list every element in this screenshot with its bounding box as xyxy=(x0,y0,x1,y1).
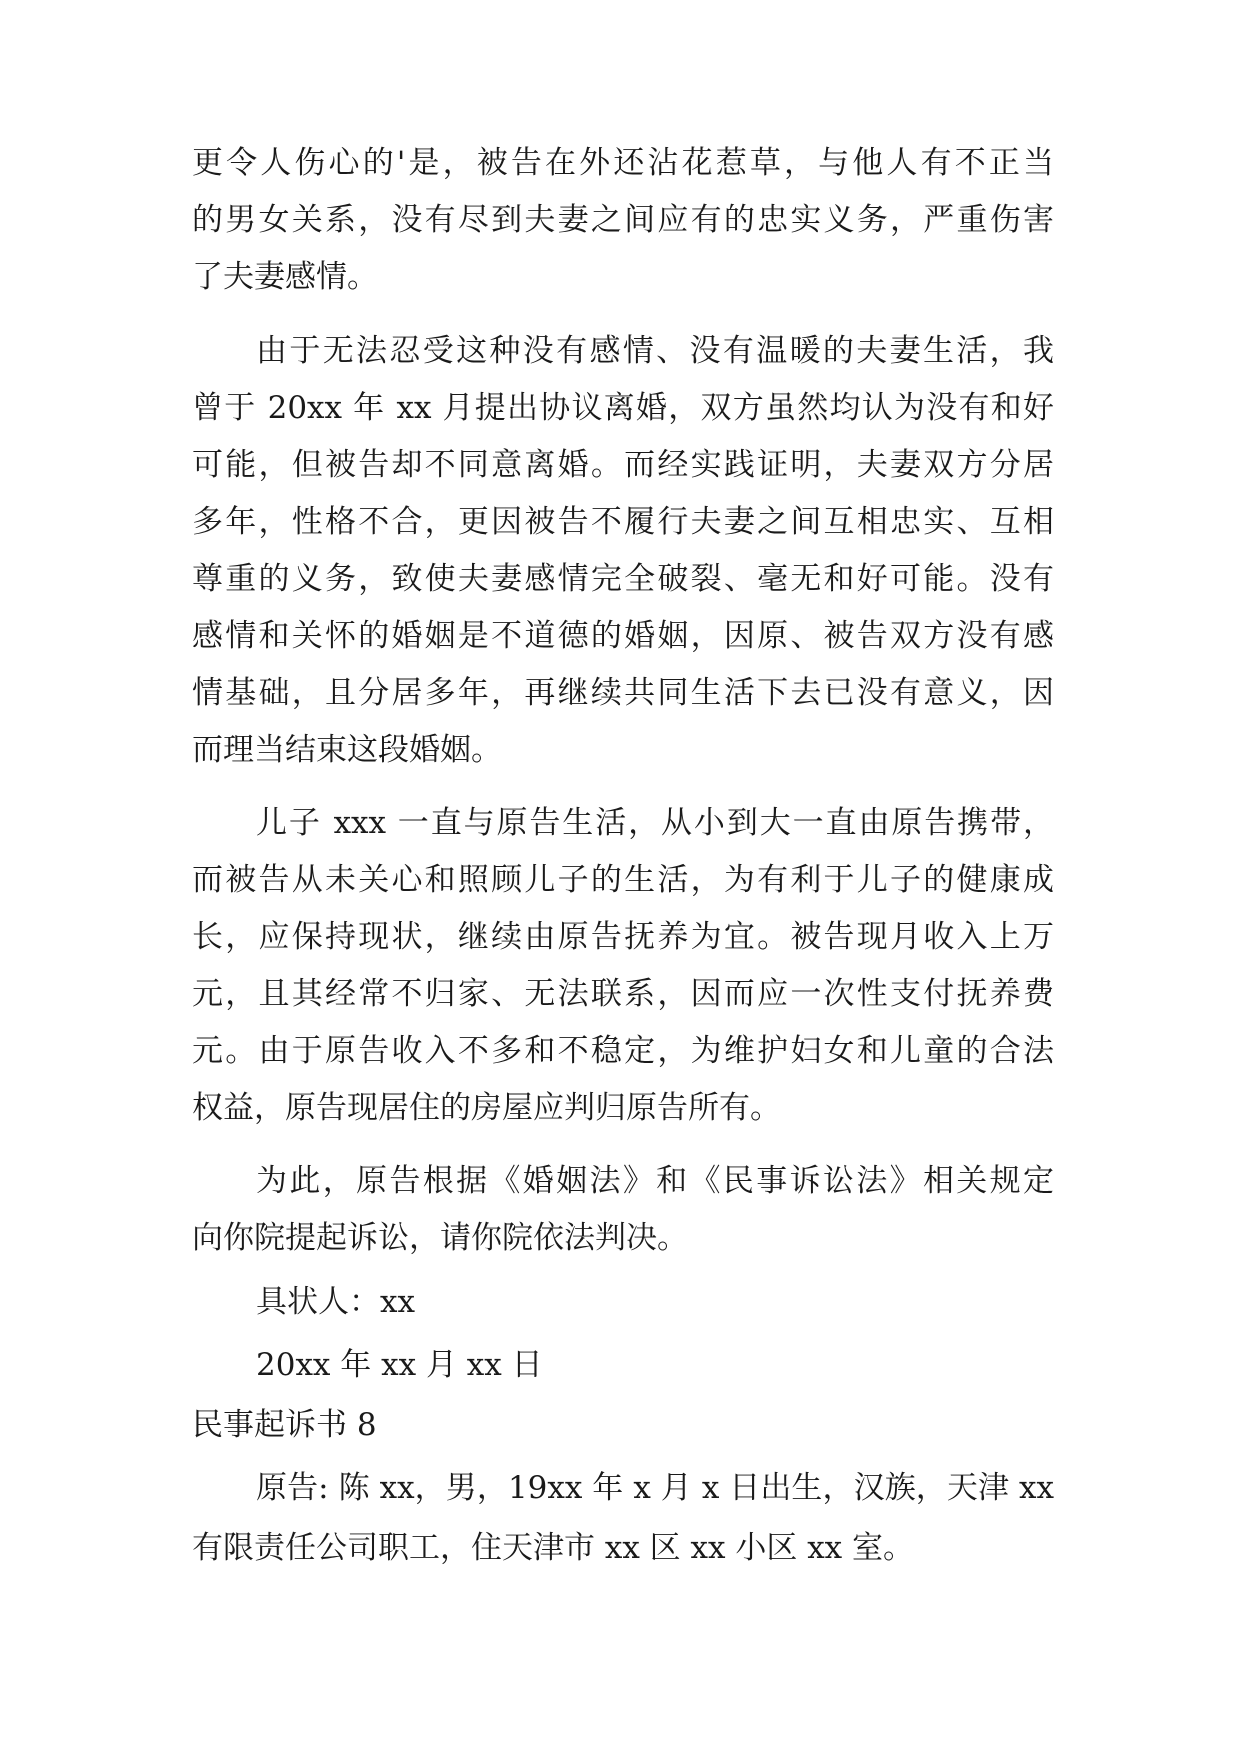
paragraph-line: 为此，原告根据《婚姻法》和《民事诉讼法》相关规定 xyxy=(256,1163,1054,1199)
paragraph-line: 由于无法忍受这种没有感情、没有温暖的夫妻生活，我 xyxy=(256,333,1054,369)
paragraph-line: 原告: 陈 xx，男，19xx 年 x 月 x 日出生，汉族，天津 xx xyxy=(256,1470,1054,1506)
paragraph-line: 而被告从未关心和照顾儿子的生活，为有利于儿子的健康成 xyxy=(192,862,1054,898)
paragraph-line: 多年，性格不合，更因被告不履行夫妻之间互相忠实、互相 xyxy=(192,504,1054,540)
paragraph-line: 向你院提起诉讼，请你院依法判决。 xyxy=(192,1220,688,1256)
paragraph-line: 尊重的义务，致使夫妻感情完全破裂、毫无和好可能。没有 xyxy=(192,561,1054,597)
date-line: 20xx 年 xx 月 xx 日 xyxy=(256,1347,543,1383)
paragraph-line: 的男女关系，没有尽到夫妻之间应有的忠实义务，严重伤害 xyxy=(192,202,1054,238)
paragraph-line: 元，且其经常不归家、无法联系，因而应一次性支付抚养费 xyxy=(192,976,1054,1012)
section-heading: 民事起诉书 8 xyxy=(192,1407,377,1443)
paragraph-line: 儿子 xxx 一直与原告生活，从小到大一直由原告携带， xyxy=(256,805,1054,841)
paragraph-line: 感情和关怀的婚姻是不道德的婚姻，因原、被告双方没有感 xyxy=(192,618,1054,654)
paragraph-line: 可能，但被告却不同意离婚。而经实践证明，夫妻双方分居 xyxy=(192,447,1054,483)
paragraph-line: 情基础，且分居多年，再继续共同生活下去已没有意义，因 xyxy=(192,675,1054,711)
paragraph-line: 元。由于原告收入不多和不稳定，为维护妇女和儿童的合法 xyxy=(192,1033,1054,1069)
paragraph-line: 了夫妻感情。 xyxy=(192,259,378,295)
paragraph-line: 长，应保持现状，继续由原告抚养为宜。被告现月收入上万 xyxy=(192,919,1054,955)
paragraph-line: 而理当结束这段婚姻。 xyxy=(192,732,502,768)
signatory-line: 具状人：xx xyxy=(256,1284,415,1320)
paragraph-line: 有限责任公司职工，住天津市 xx 区 xx 小区 xx 室。 xyxy=(192,1530,915,1566)
paragraph-line: 曾于 20xx 年 xx 月提出协议离婚，双方虽然均认为没有和好 xyxy=(192,390,1054,426)
paragraph-line: 权益，原告现居住的房屋应判归原告所有。 xyxy=(192,1090,781,1126)
paragraph-line: 更令人伤心的'是，被告在外还沾花惹草，与他人有不正当 xyxy=(192,145,1054,181)
